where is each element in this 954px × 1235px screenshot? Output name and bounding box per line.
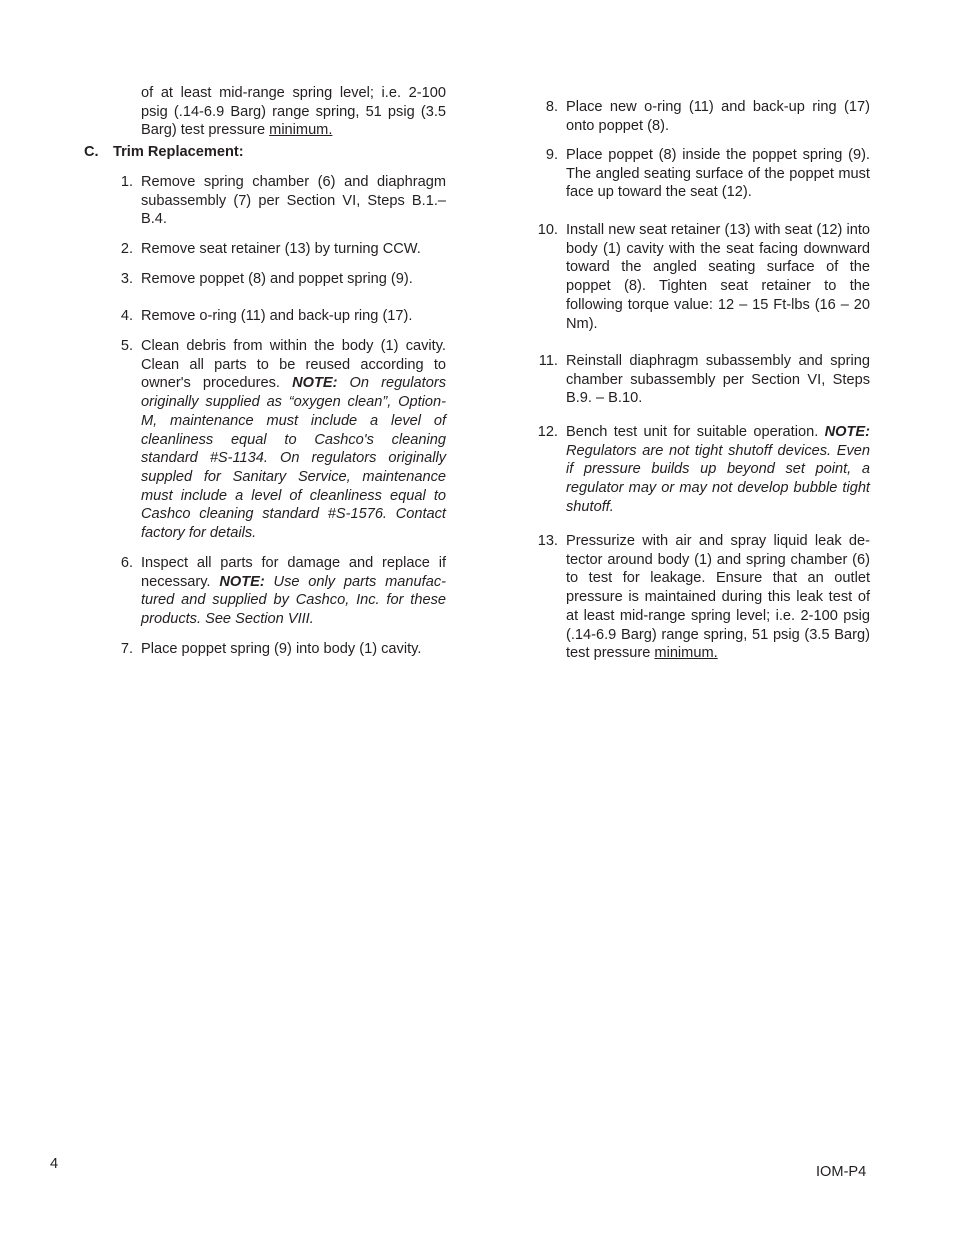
step-text: Place poppet (8) inside the poppet spring (9). The angled seating surface of the poppet must face up toward the seat (12). [566, 147, 870, 201]
list-item [108, 240, 446, 259]
note-label: NOTE: [219, 573, 265, 590]
step-body: Inspect all parts for damage and replace if necessary. [141, 555, 446, 590]
note-text: Regulators are not tight shutoff devices. Even if pressure builds up beyond set point, a regulator may or may not develop bubble tight shutoff. [566, 442, 870, 515]
step-text [141, 554, 446, 629]
step-body: Bench test unit for suitable operation. [566, 424, 825, 440]
continuation-paragraph [141, 84, 446, 140]
step-number: 7. [120, 641, 133, 657]
note-text: On regulators originally supplied as “oxygen clean”, Option-M, maintenance must include a level of cleanliness equal to Cashco's cleaning standard #S-1134. On regulators originally suppled for Sanitary Service, maintenance must include a level of cleanliness equal to Cashco cleaning standard #S-1576. Contact factory for details. [141, 375, 446, 542]
step-number: 12. [537, 424, 558, 440]
step-number: 11. [538, 353, 558, 369]
step-number: 3. [120, 271, 133, 287]
list-item [530, 352, 870, 408]
step-text: Remove spring chamber (6) and diaphragm subassembly (7) per Section VI, Steps B.1.– B.4. [141, 174, 446, 228]
note-label: NOTE: [824, 424, 870, 440]
list-item [530, 146, 870, 202]
step-body: Clean debris from within the body (1) cavity. Clean all parts to be reused according to owner's procedures. [141, 338, 446, 392]
list-item [108, 640, 446, 659]
step-number: 10. [537, 222, 558, 238]
note-label: NOTE: [292, 375, 338, 392]
section-title: Trim Replacement: [113, 144, 244, 160]
list-item [108, 554, 446, 629]
step-text [566, 423, 870, 517]
step-number: 1. [120, 174, 133, 190]
step-number: 5. [120, 338, 133, 354]
step-text: Place poppet spring (9) into body (1) cavity. [141, 641, 422, 657]
step-body: Pressurize with air and spray liquid leak detector around body (1) and spring chamber (6) to test for leakage. Ensure that an outlet pressure is maintained during this leak test of at least mid-range spring level; i.e. 2-100 psig (.14-6.9 Barg) range spring, 51 psig (3.5 Barg) test pressure [566, 533, 870, 662]
list-item [530, 98, 870, 135]
list-item [530, 532, 870, 663]
note-text: Use only parts manufactured and supplied by Cashco, Inc. for these products. See Section VIII. [141, 573, 446, 628]
step-underlined: minimum. [654, 645, 718, 662]
continuation-text: of at least mid-range spring level; i.e. 2-100 psig (.14-6.9 Barg) range spring, 51 psig (3.5 Barg) test pressure [141, 85, 446, 139]
step-text [141, 337, 446, 543]
step-number: 4. [120, 308, 133, 324]
list-item [108, 337, 446, 543]
doc-code: IOM-P4 [816, 1164, 867, 1180]
section-letter: C. [84, 144, 99, 160]
step-number: 2. [120, 241, 133, 257]
list-item [108, 173, 446, 229]
step-number: 8. [545, 99, 558, 115]
step-number: 13. [537, 533, 558, 549]
step-text: Remove o-ring (11) and back-up ring (17). [141, 308, 413, 324]
step-number: 6. [120, 555, 133, 571]
step-text: Remove seat retainer (13) by turning CCW. [141, 241, 421, 257]
step-number: 9. [545, 147, 558, 163]
step-text: Install new seat retainer (13) with seat (12) into body (1) cavity with the seat facing downward toward the angled seating surface of the poppet (8). Tighten seat retainer to the following torque value: 12 – 15 Ft-lbs (16 – 20 Nm). [566, 222, 870, 332]
step-text: Reinstall diaphragm subassembly and spring chamber subassembly per Section VI, Steps B.9. – B.10. [566, 353, 870, 407]
page-number: 4 [50, 1156, 59, 1172]
list-item [108, 307, 446, 326]
section-heading [84, 143, 244, 162]
continuation-underlined: minimum. [269, 122, 333, 139]
step-text [566, 532, 870, 663]
step-text: Remove poppet (8) and poppet spring (9). [141, 271, 413, 287]
list-item [530, 221, 870, 333]
list-item [530, 423, 870, 517]
step-text: Place new o-ring (11) and back-up ring (17) onto poppet (8). [566, 99, 870, 134]
list-item [108, 270, 446, 289]
